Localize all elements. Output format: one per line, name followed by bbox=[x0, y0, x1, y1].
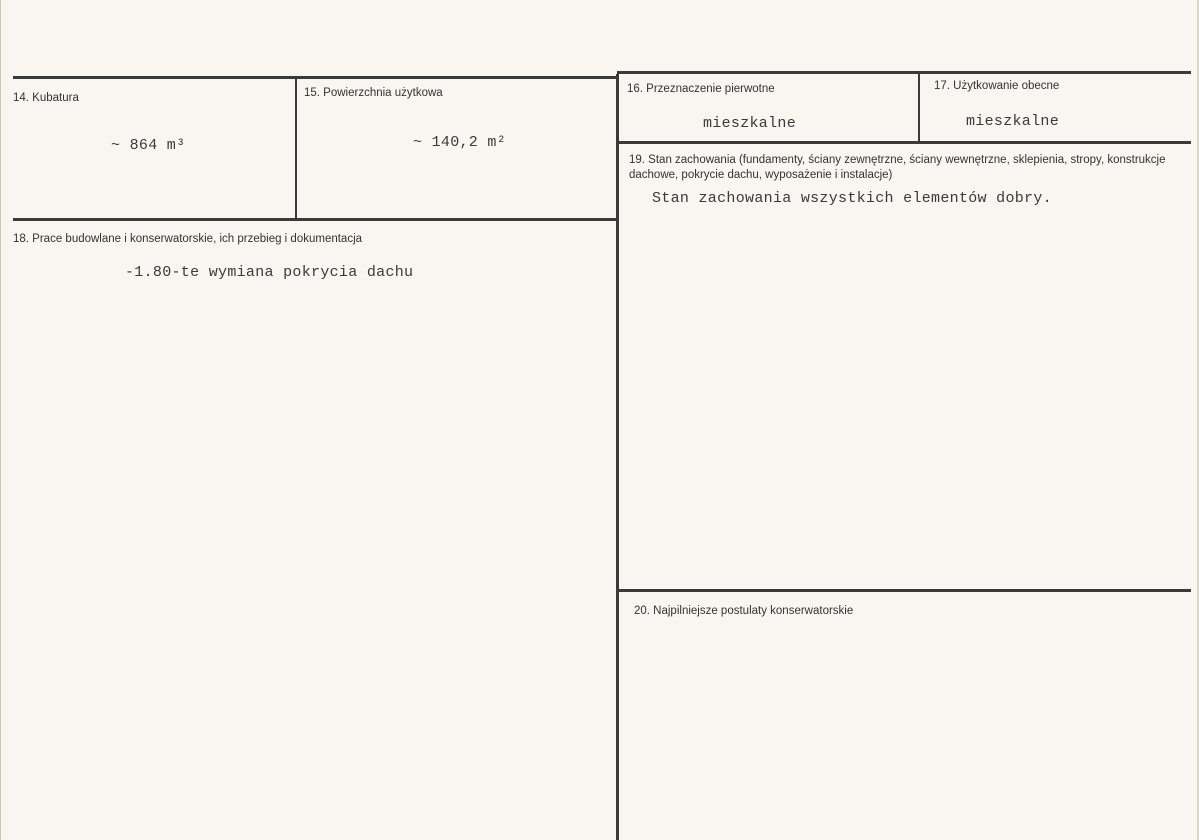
divider-14-15 bbox=[295, 78, 297, 221]
rule-under-14-15 bbox=[13, 218, 617, 221]
uzytkowanie-label: 17. Użytkowanie obecne bbox=[934, 80, 1060, 92]
center-vertical-rule bbox=[616, 74, 619, 840]
postulaty-label: 20. Najpilniejsze postulaty konserwatorskie bbox=[634, 605, 854, 617]
przeznaczenie-label: 16. Przeznaczenie pierwotne bbox=[627, 83, 775, 95]
przeznaczenie-value: mieszkalne bbox=[703, 115, 797, 132]
top-rule-left bbox=[13, 76, 617, 79]
prace-budowlane-label: 18. Prace budowlane i konserwatorskie, ich przebieg i dokumentacja bbox=[13, 233, 363, 245]
divider-16-17 bbox=[918, 72, 920, 144]
top-rule-right bbox=[617, 71, 1191, 74]
prace-budowlane-value: -1.80-te wymiana pokrycia dachu bbox=[125, 264, 414, 281]
rule-above-20 bbox=[619, 589, 1191, 592]
stan-zachowania-value: Stan zachowania wszystkich elementów dobry. bbox=[652, 190, 1052, 207]
kubatura-label: 14. Kubatura bbox=[13, 92, 79, 104]
kubatura-value: ~ 864 m³ bbox=[111, 137, 186, 154]
stan-zachowania-label: 19. Stan zachowania (fundamenty, ściany zewnętrzne, ściany wewnętrzne, sklepienia, stropy, konstrukcje dachowe, pokrycie dachu, wyposażenie i instalacje) bbox=[629, 154, 1166, 181]
uzytkowanie-value: mieszkalne bbox=[966, 113, 1060, 130]
powierzchnia-value: ~ 140,2 m² bbox=[413, 134, 507, 151]
rule-under-16-17 bbox=[617, 141, 1191, 144]
powierzchnia-label: 15. Powierzchnia użytkowa bbox=[304, 87, 443, 99]
